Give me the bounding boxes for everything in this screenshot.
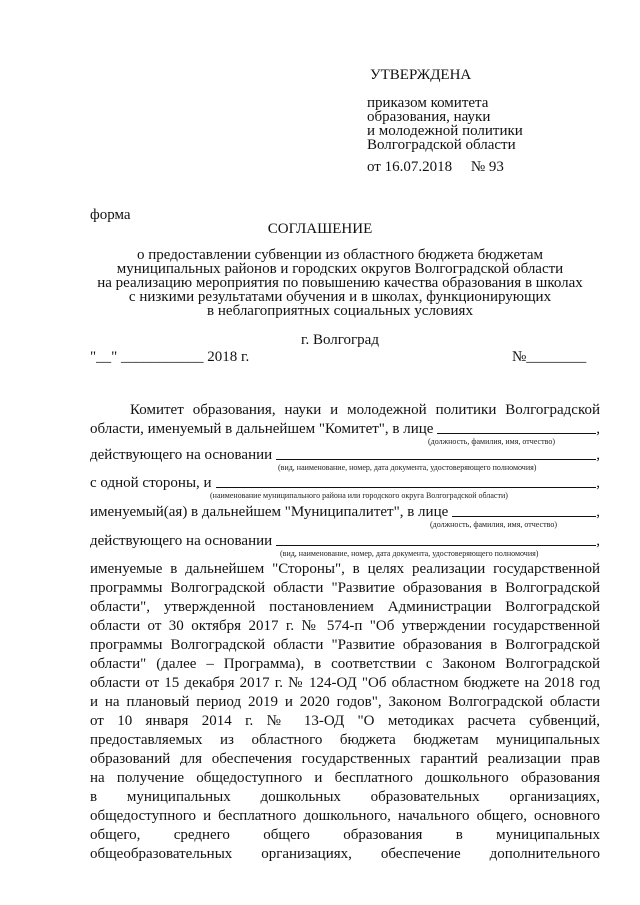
representative-blank [437,420,596,434]
body-line: образований для обеспечения государственных гарантий реализации прав [90,751,600,767]
basis-label: действующего на основании [90,447,273,463]
intro-line: Комитет образования, науки и молодежной политики Волгоградской [130,402,600,418]
municipality-hint: (наименование муниципального района или городского округа Волгоградской области) [210,491,508,500]
municipal-representative-label: именуемый(ая) в дальнейшем "Муниципалитет", в лице [90,504,449,520]
municipal-representative-field-line [90,503,600,520]
agreement-date-field: "__" ___________ 2018 г. [90,349,250,365]
municipality-label: с одной стороны, и [90,475,212,491]
representative-hint: (должность, фамилия, имя, отчество) [428,437,555,446]
body-line: от 10 января 2014 г. № 13-ОД "О методиках расчета субвенций, [90,713,600,729]
approval-title: УТВЕРЖДЕНА [370,67,472,83]
comma: , [596,447,600,463]
body-line: и на плановый период 2019 и 2020 годов", Законом Волгоградской области [90,694,600,710]
comma: , [596,475,600,491]
representative-field-line [90,420,600,437]
comma: , [596,421,600,437]
body-line: области" (далее – Программа), в соответствии с Законом Волгоградской [90,656,600,672]
body-line: в муниципальных дошкольных образовательных организациях, [90,789,600,805]
body-line: общего, среднего общего образования в муниципальных [90,827,600,843]
basis-field-line [90,446,600,463]
subject-line: с низкими результатами обучения и в школах, функционирующих [128,289,552,305]
approval-policy-line: и молодежной политики [367,123,523,139]
municipal-representative-hint: (должность, фамилия, имя, отчество) [430,520,557,529]
body-line: общедоступного и бесплатного дошкольного, начального общего, основного [90,808,600,824]
city-name: г. Волгоград [301,332,379,348]
subject-line: в неблагоприятных социальных условиях [207,303,473,319]
representative-label: области, именуемый в дальнейшем "Комитет", в лице [90,421,434,437]
municipal-representative-blank [452,503,596,517]
basis-hint: (вид, наименование, номер, дата документа, удостоверяющего полномочия) [278,463,537,472]
subject-line: о предоставлении субвенции из областного бюджета бюджетам [136,247,544,263]
subject-line: на реализацию мероприятия по повышению качества образования в школах [97,275,583,291]
subject-line: муниципальных районов и городских округов Волгоградской области [116,261,564,277]
body-line: области от 15 декабря 2017 г. № 124-ОД "Об областном бюджете на 2018 год [90,675,600,691]
body-line: на получение общедоступного и бесплатного дошкольного образования [90,770,600,786]
approval-date-number: от 16.07.2018 № 93 [367,159,504,175]
agreement-number-field: №________ [512,349,587,365]
municipal-basis-field-line [90,532,600,549]
municipal-basis-blank [276,532,596,546]
municipality-field-line [90,474,600,491]
form-label: форма [90,207,131,223]
body-line: общеобразовательных организациях, обеспечение дополнительного [90,846,600,862]
comma: , [596,533,600,549]
body-line: предоставляемых из областного бюджета бюджетам муниципальных [90,732,600,748]
document-title: СОГЛАШЕНИЕ [267,221,373,237]
body-line: именуемые в дальнейшем "Стороны", в целях реализации государственной [90,561,600,577]
body-line: области от 30 октября 2017 г. № 574-п "Об утверждении государственной [90,618,600,634]
municipal-basis-label: действующего на основании [90,533,273,549]
body-line: программы Волгоградской области "Развитие образования в Волгоградской [90,580,600,596]
municipality-blank [216,474,597,488]
approval-region-line: Волгоградской области [367,137,516,153]
approval-order-line: приказом комитета [367,95,489,111]
body-line: области", утвержденной постановлением Администрации Волгоградской [90,599,600,615]
basis-blank [276,446,596,460]
body-line: программы Волгоградской области "Развитие образования в Волгоградской [90,637,600,653]
comma: , [596,504,600,520]
approval-committee-line: образования, науки [367,109,491,125]
municipal-basis-hint: (вид, наименование, номер, дата документа, удостоверяющего полномочия) [280,549,539,558]
